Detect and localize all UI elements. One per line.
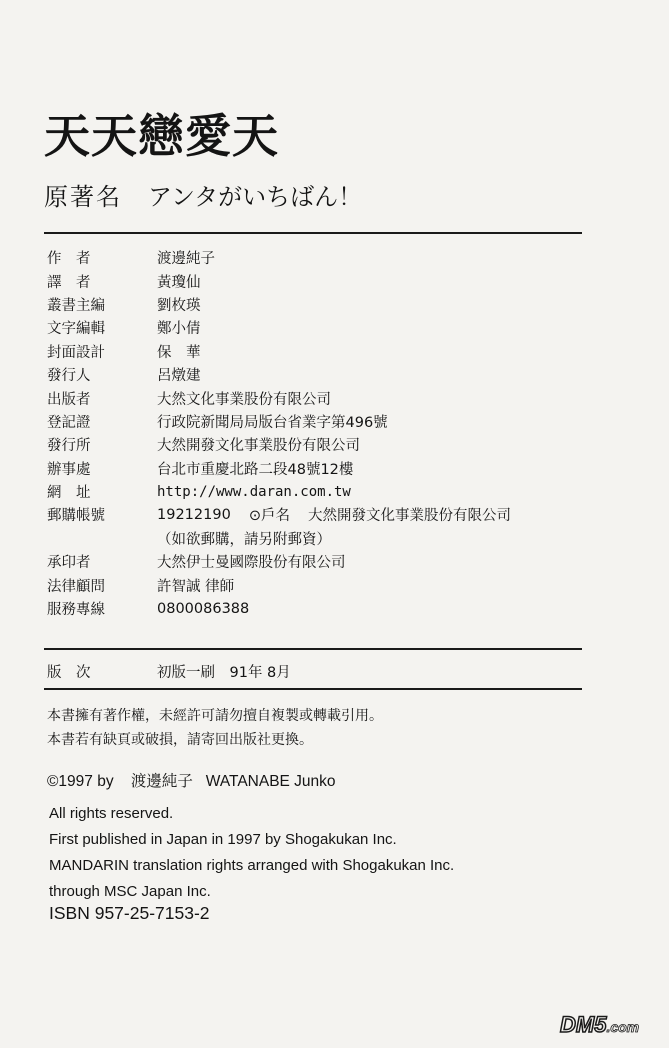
postal-note (47, 527, 607, 550)
author-japanese: 渡邊純子 (130, 773, 193, 790)
original-title-value: アンタがいちばん！ (148, 183, 363, 211)
watermark-text: DM5 (560, 1012, 607, 1037)
postal-note-text: （如欲郵購，請另附郵資） (157, 531, 331, 548)
credit-value: 大然伊士曼國際股份有限公司 (157, 555, 346, 572)
postal-account: 19212190 (157, 506, 231, 523)
credit-label: 承印者 (47, 555, 91, 572)
credit-row (47, 573, 607, 596)
credit-value: 呂燉建 (157, 368, 201, 385)
credit-row (47, 480, 607, 503)
original-title-label: 原著名 (44, 183, 122, 211)
credit-value: 台北市重慶北路二段48號12樓 (157, 461, 354, 478)
postal-label: 郵購帳號 (47, 508, 105, 525)
english-line: All rights reserved. (49, 805, 174, 822)
copyright-line (47, 769, 336, 791)
original-title (44, 182, 362, 212)
credit-row (47, 410, 607, 433)
english-line: MANDARIN translation rights arranged with Shogakukan Inc. (49, 857, 455, 874)
credits-list (47, 246, 607, 620)
watermark-logo (560, 1012, 639, 1038)
english-line: through MSC Japan Inc. (49, 883, 211, 900)
credit-row (47, 293, 607, 316)
divider-middle (44, 648, 582, 650)
credit-row (47, 457, 607, 480)
credit-label: 譯 者 (47, 274, 91, 291)
english-rights (49, 801, 454, 905)
credit-label: 辦事處 (47, 461, 91, 478)
credit-label: 登記證 (47, 414, 91, 431)
credit-row (47, 246, 607, 269)
credit-label: 出版者 (47, 391, 91, 408)
isbn: ISBN 957-25-7153-2 (49, 903, 210, 923)
credit-value: 行政院新聞局局版台省業字第496號 (157, 414, 388, 431)
credit-value: 保 華 (157, 344, 201, 361)
english-line: First published in Japan in 1997 by Shogakukan Inc. (49, 831, 397, 848)
edition-value: 初版一刷 91年 8月 (157, 665, 291, 681)
postal-row (47, 503, 607, 526)
copyright-mark: ©1997 by (47, 773, 114, 790)
credit-row (47, 386, 607, 409)
copyright-notice (47, 704, 383, 752)
credit-row (47, 340, 607, 363)
credit-label: 作 者 (47, 251, 91, 268)
credit-row (47, 433, 607, 456)
author-english: WATANABE Junko (205, 773, 336, 790)
credit-label: 封面設計 (47, 344, 105, 361)
credit-value: 許智誠 律師 (157, 578, 235, 595)
credit-label: 發行所 (47, 438, 91, 455)
website-url: http://www.daran.com.tw (157, 483, 351, 500)
book-title: 天天戀愛天 (44, 109, 279, 163)
credit-label: 法律顧問 (47, 578, 105, 595)
credit-label: 叢書主編 (47, 297, 105, 314)
postal-name-label: ⊙戶名 (248, 508, 290, 525)
edition-label: 版 次 (47, 665, 91, 681)
credit-label: 文字編輯 (47, 321, 105, 338)
credit-row (47, 269, 607, 292)
copyright-notice-line: 本書若有缺頁或破損，請寄回出版社更換。 (47, 732, 313, 748)
copyright-notice-line: 本書擁有著作權，未經許可請勿擅自複製或轉載引用。 (47, 708, 383, 724)
credit-row (47, 550, 607, 573)
credit-value: 劉枚瑛 (157, 297, 201, 314)
credit-row (47, 363, 607, 386)
credit-value: 大然開發文化事業股份有限公司 (157, 438, 360, 455)
divider-top (44, 232, 582, 234)
credit-label: 網 址 (47, 485, 91, 502)
credit-value: 渡邊純子 (157, 251, 215, 268)
divider-bottom (44, 688, 582, 690)
credit-row (47, 597, 607, 620)
credit-value: 鄭小倩 (157, 321, 201, 338)
credit-value: 黃瓊仙 (157, 274, 201, 291)
credit-value: 大然文化事業股份有限公司 (157, 391, 331, 408)
postal-name: 大然開發文化事業股份有限公司 (307, 508, 511, 525)
credit-row (47, 316, 607, 339)
credit-value: 0800086388 (157, 600, 250, 617)
credit-label: 服務專線 (47, 602, 105, 619)
credit-label: 發行人 (47, 368, 91, 385)
watermark-suffix: .com (606, 1019, 640, 1035)
edition-row (47, 661, 291, 682)
